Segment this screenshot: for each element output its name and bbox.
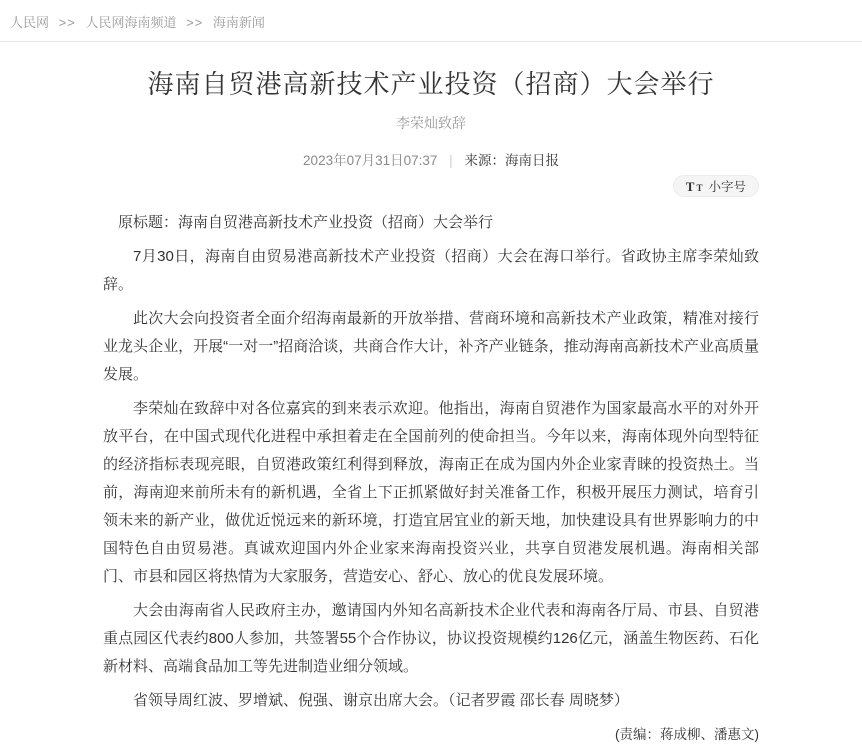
- article-paragraph: 李荣灿在致辞中对各位嘉宾的到来表示欢迎。他指出，海南自贸港作为国家最高水平的对外开放平台，在中国式现代化进程中承担着走在全国前列的使命担当。今年以来，海南体现外向型特征的经济指标表现亮眼，自贸港政策红利得到释放，海南正在成为国内外企业家青睐的投资热土。当前，海南迎来前所未有的新机遇，全省上下正抓紧做好封关准备工作，积极开展压力测试，培育引领未来的新产业，做优近悦远来的新环境，打造宜居宜业的新天地，加快建设具有世界影响力的中国特色自由贸易港。真诚欢迎国内外企业家来海南投资兴业，共享自贸港发展机遇。海南相关部门、市县和园区将热情为大家服务，营造安心、舒心、放心的优良发展环境。: [103, 400, 759, 585]
- article: [0, 67, 862, 749]
- article-body: [103, 209, 759, 749]
- article-paragraph: 此次大会向投资者全面介绍海南最新的开放举措、营商环境和高新技术产业政策，精准对接行业龙头企业，开展“一对一”招商洽谈，共商合作大计，补齐产业链条，推动海南高新技术产业高质量发展。: [103, 310, 759, 383]
- meta-separator-icon: |: [449, 153, 453, 168]
- font-size-toolbar: [103, 175, 759, 197]
- breadcrumb-separator: >>: [186, 15, 204, 30]
- article-paragraph: 省领导周红波、罗增斌、倪强、谢京出席大会。（记者罗霞 邵长春 周晓梦）: [133, 692, 629, 709]
- editor-note: (责编：蒋成柳、潘惠文): [615, 727, 759, 742]
- source-link[interactable]: 海南日报: [504, 153, 559, 168]
- source-label: 来源：: [464, 153, 505, 168]
- font-size-label: 小字号: [708, 180, 746, 194]
- font-size-icon-small: T: [696, 183, 703, 193]
- original-title-line: 原标题：海南自贸港高新技术产业投资（招商）大会举行: [118, 214, 494, 231]
- article-paragraph: 大会由海南省人民政府主办，邀请国内外知名高新技术企业代表和海南各厅局、市县、自贸港重点园区代表约800人参加，共签署55个合作协议，协议投资规模约126亿元，涵盖生物医药、石化新材料、高端食品加工等先进制造业细分领域。: [103, 602, 759, 675]
- header-divider: [0, 41, 862, 42]
- breadcrumb-separator: >>: [58, 15, 76, 30]
- article-paragraph: 7月30日，海南自由贸易港高新技术产业投资（招商）大会在海口举行。省政协主席李荣灿致辞。: [103, 248, 759, 293]
- article-meta: [0, 149, 862, 169]
- article-subtitle: 李荣灿致辞: [396, 115, 466, 131]
- breadcrumb-link-peoples-daily[interactable]: 人民网: [10, 15, 50, 30]
- breadcrumb-link-hainan-channel[interactable]: 人民网海南频道: [85, 15, 177, 30]
- font-size-icon: T: [685, 179, 695, 194]
- font-size-button[interactable]: [673, 175, 759, 197]
- page-title: 海南自贸港高新技术产业投资（招商）大会举行: [147, 69, 715, 99]
- breadcrumb-link-hainan-news[interactable]: 海南新闻: [212, 15, 265, 30]
- publish-date: 2023年07月31日07:37: [303, 153, 438, 168]
- breadcrumb: [0, 0, 862, 41]
